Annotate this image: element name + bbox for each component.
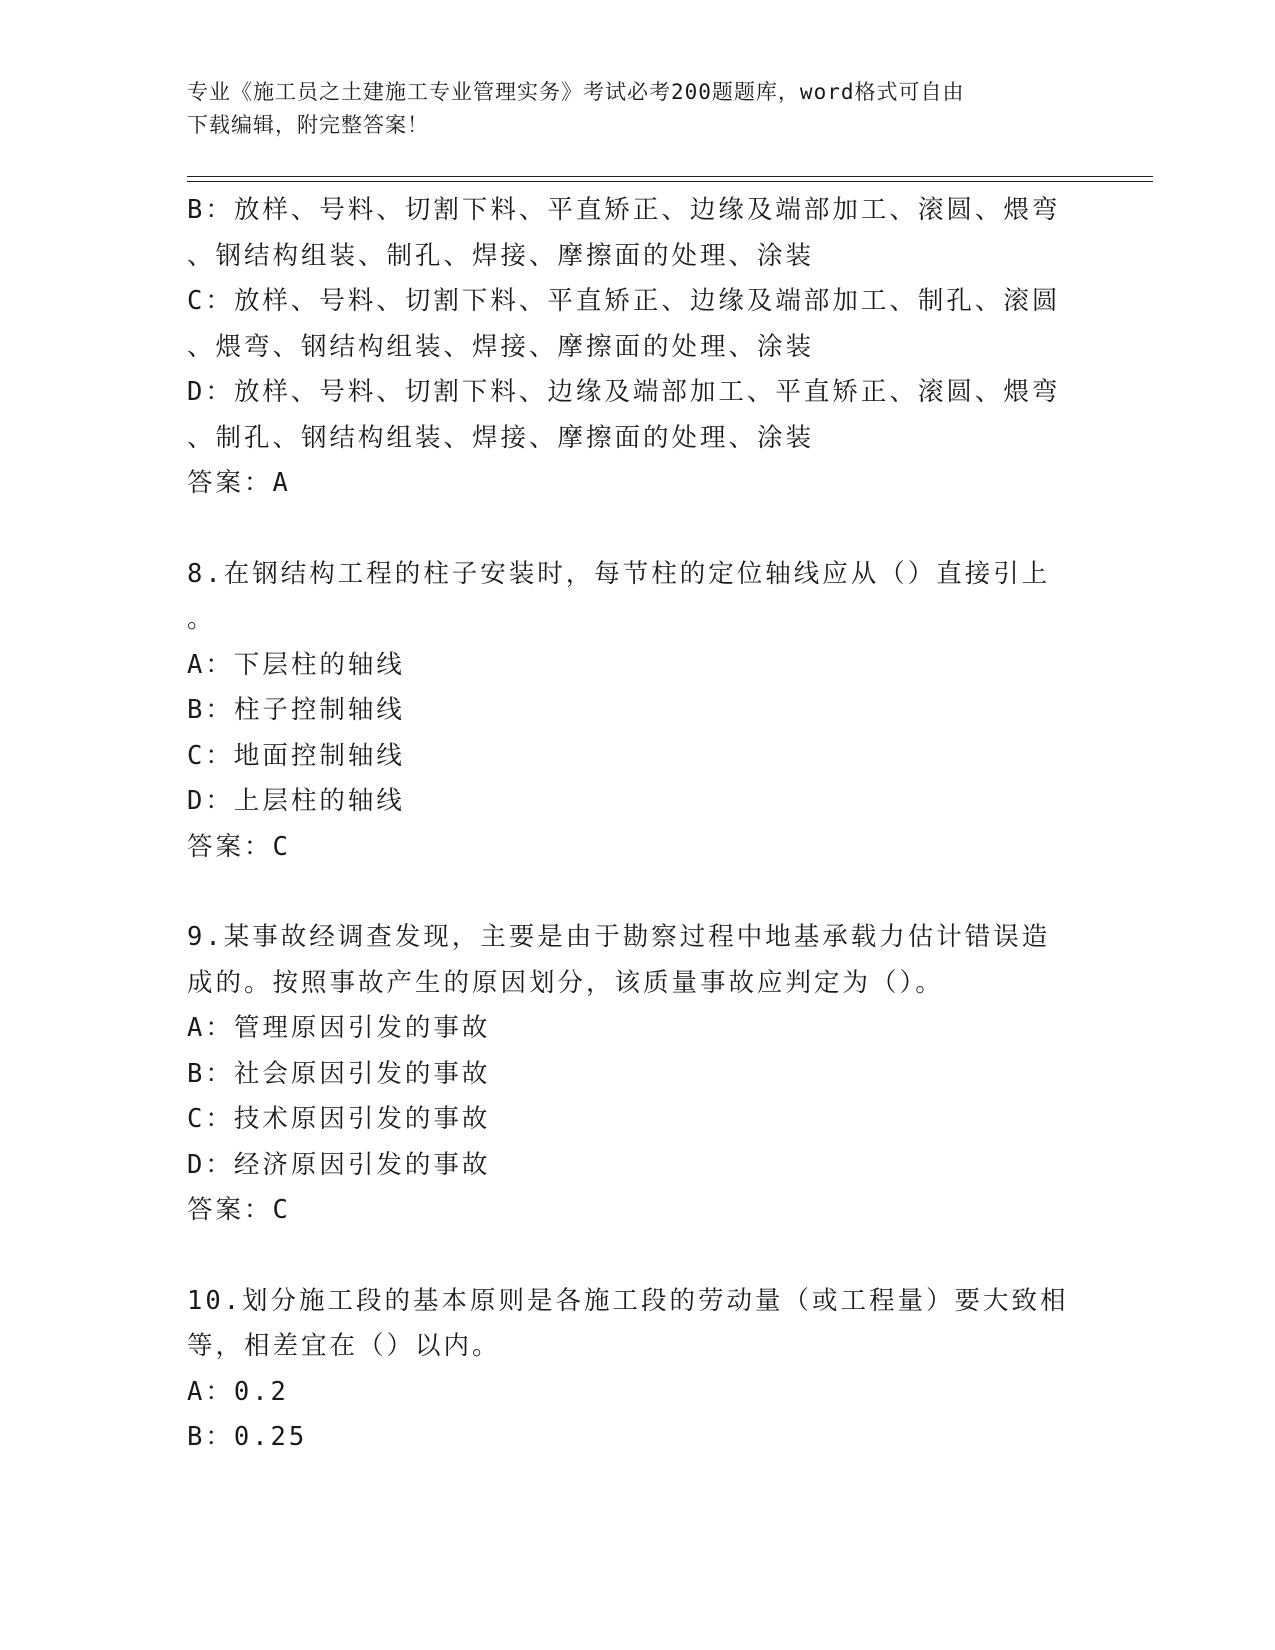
option-b-line-2: 、钢结构组装、制孔、焊接、摩擦面的处理、涂装 — [187, 240, 815, 271]
answer-label: 答案：A — [187, 468, 291, 498]
question-stem-line-2: 成的。按照事故产生的原因划分，该质量事故应判定为（）。 — [187, 967, 944, 998]
spacer — [187, 1234, 1087, 1279]
header-divider-bottom — [187, 181, 1153, 182]
option-d-line-2: 、制孔、钢结构组装、焊接、摩擦面的处理、涂装 — [187, 422, 815, 453]
option-b-line-1: B：放样、号料、切割下料、平直矫正、边缘及端部加工、滚圆、煨弯 — [187, 195, 1061, 225]
option-d: D：经济原因引发的事故 — [187, 1149, 491, 1180]
answer-label: 答案：C — [187, 831, 291, 862]
option-d: D：上层柱的轴线 — [187, 786, 405, 816]
question-stem-line-1: 8.在钢结构工程的柱子安装时，每节柱的定位轴线应从（）直接引上 — [187, 558, 1051, 589]
question-stem-line-1: 10.划分施工段的基本原则是各施工段的劳动量（或工程量）要大致相 — [187, 1285, 1069, 1316]
question-stem-line-2: 。 — [187, 604, 216, 634]
document-header — [187, 76, 1087, 142]
option-b: B：柱子控制轴线 — [187, 695, 405, 725]
spacer — [187, 507, 1087, 552]
answer-label: 答案：C — [187, 1195, 291, 1225]
option-b: B：0.25 — [187, 1422, 308, 1452]
question-7-options — [187, 188, 1087, 507]
question-9 — [187, 915, 1087, 1234]
option-c-line-1: C：放样、号料、切割下料、平直矫正、边缘及端部加工、制孔、滚圆 — [187, 286, 1061, 316]
spacer — [187, 870, 1087, 915]
question-stem-line-1: 9.某事故经调查发现，主要是由于勘察过程中地基承载力估计错误造 — [187, 922, 1051, 952]
question-list — [187, 188, 1087, 1461]
option-c: C：地面控制轴线 — [187, 740, 405, 771]
option-d-line-1: D：放样、号料、切割下料、边缘及端部加工、平直矫正、滚圆、煨弯 — [187, 377, 1061, 407]
question-8 — [187, 552, 1087, 871]
header-title-line-2: 下载编辑，附完整答案！ — [187, 113, 429, 137]
question-stem-line-2: 等，相差宜在（）以内。 — [187, 1331, 501, 1361]
option-c-line-2: 、煨弯、钢结构组装、焊接、摩擦面的处理、涂装 — [187, 331, 815, 362]
option-a: A：下层柱的轴线 — [187, 649, 405, 680]
header-divider-top — [187, 176, 1153, 177]
question-10 — [187, 1279, 1087, 1461]
option-a: A：管理原因引发的事故 — [187, 1013, 491, 1043]
option-b: B：社会原因引发的事故 — [187, 1058, 491, 1089]
header-title-line-1: 专业《施工员之土建施工专业管理实务》考试必考200题题库，word格式可自由 — [187, 80, 965, 104]
option-c: C：技术原因引发的事故 — [187, 1104, 491, 1134]
option-a: A：0.2 — [187, 1376, 289, 1407]
